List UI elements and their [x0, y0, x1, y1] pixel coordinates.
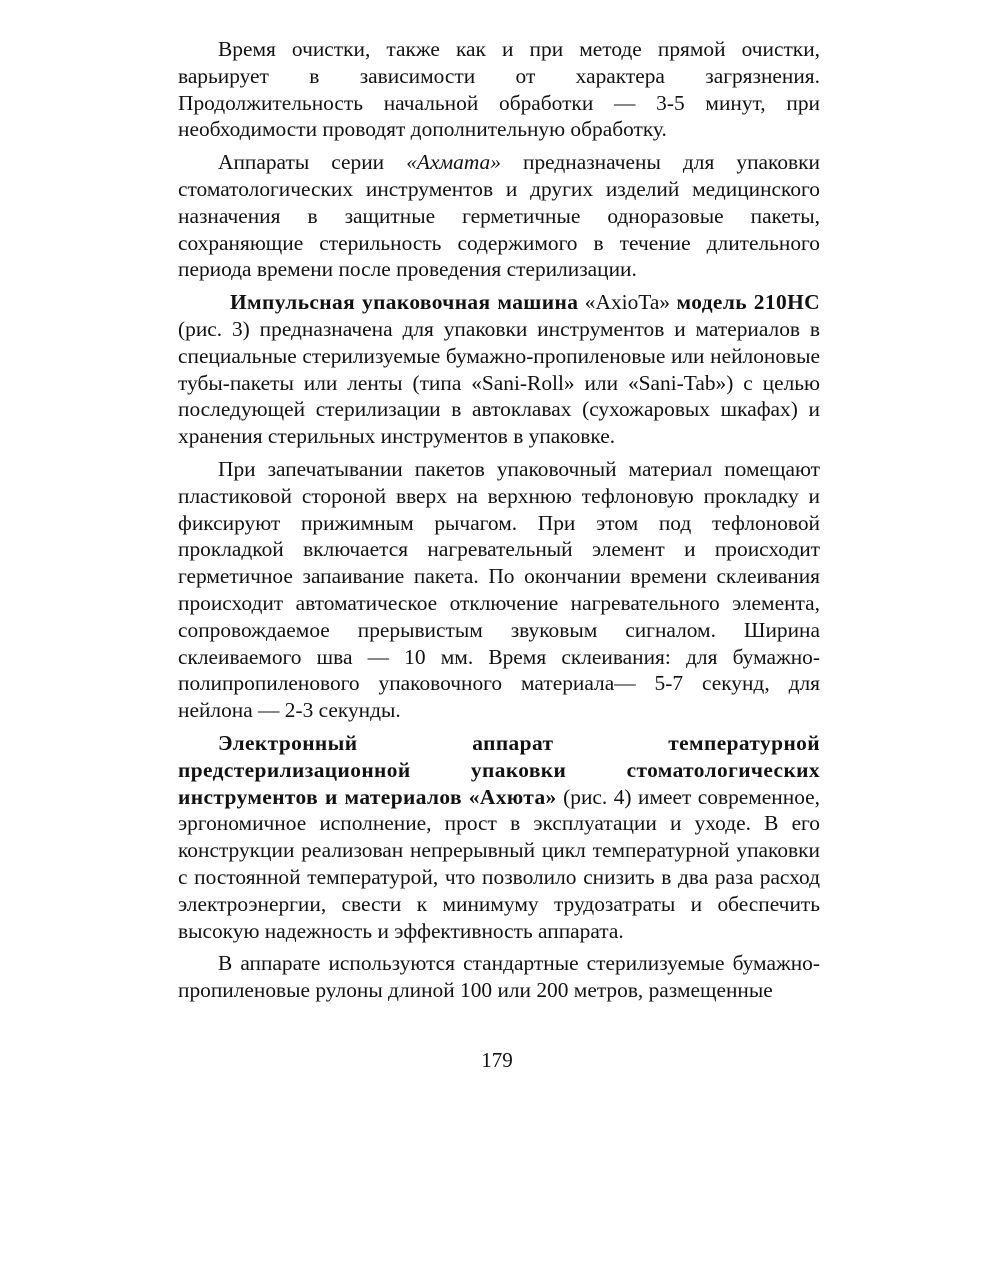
paragraph-text: Время очистки, также как и при методе прямой очистки, варьирует в зависимости от характера загрязнения. Продолжительность начальной обработки — 3-5 минут, при необходимости проводят дополнительную обработку. — [178, 37, 820, 142]
bold-term: Электронный аппарат температурной предстерилизационной упаковки стоматологических инструментов и материалов «Ахюта» — [178, 730, 820, 809]
paragraph-text: предназначены для упаковки стоматологических инструментов и других изделий медицинского назначения в защитные герметичные одноразовые пакеты, сохраняющие стерильность содержимого в течение длительного периода времени после проведения стерилизации. — [178, 150, 820, 282]
paragraph-electronic-device — [178, 730, 820, 944]
paragraph-text: (рис. 3) предназначена для упаковки инструментов и материалов в специальные стерилизуемые бумажно-пропиленовые или нейлоновые тубы-пакеты или ленты (типа «Sani-Roll» или «Sani-Tab») с целью последующей стерилизации в автоклавах (сухожаровых шкафах) и хранения стерильных инструментов в упаковке. — [178, 316, 820, 449]
paragraph-rolls — [178, 950, 820, 1004]
device-series-name: «Ахмата» — [406, 150, 501, 175]
page-number: 179 — [481, 1048, 513, 1072]
paragraph-text: Аппараты серии — [218, 150, 407, 175]
bold-term: модель 210HC — [676, 290, 820, 315]
paragraph-cleaning-time — [178, 36, 820, 143]
paragraph-sealing-process — [178, 456, 820, 724]
page-body — [178, 36, 820, 1010]
paragraph-axmata-series — [178, 149, 820, 283]
paragraph-impulse-machine — [178, 289, 820, 450]
paragraph-text: «AxioTa» — [578, 290, 677, 315]
bold-term: Импульсная упаковочная машина — [230, 290, 579, 315]
paragraph-text: При запечатывании пакетов упаковочный материал помещают пластиковой стороной вверх на верхнюю тефлоновую прокладку и фиксируют прижимным рычагом. При этом под тефлоновой прокладкой включается нагревательный элемент и происходит герметичное запаивание пакета. По окончании времени склеивания происходит автоматическое отключение нагревательного элемента, сопровождаемое прерывистым звуковым сигналом. Ширина склеиваемого шва — 10 мм. Время склеивания: для бумажно-полипропиленового упаковочного материала— 5-7 секунд, для нейлона — 2-3 секунды. — [178, 456, 820, 723]
paragraph-text: (рис. 4) имеет современное, эргономичное исполнение, прост в эксплуатации и уходе. В его конструкции реализован непрерывный цикл температурной упаковки с постоянной температурой, что позволило снизить в два раза расход электроэнергии, свести к минимуму трудозатраты и обеспечить высокую надежность и эффективность аппарата. — [178, 784, 820, 943]
paragraph-text: В аппарате используются стандартные стерилизуемые бумажно-пропиленовые рулоны длиной 100 или 200 метров, размещенные — [178, 951, 820, 1003]
